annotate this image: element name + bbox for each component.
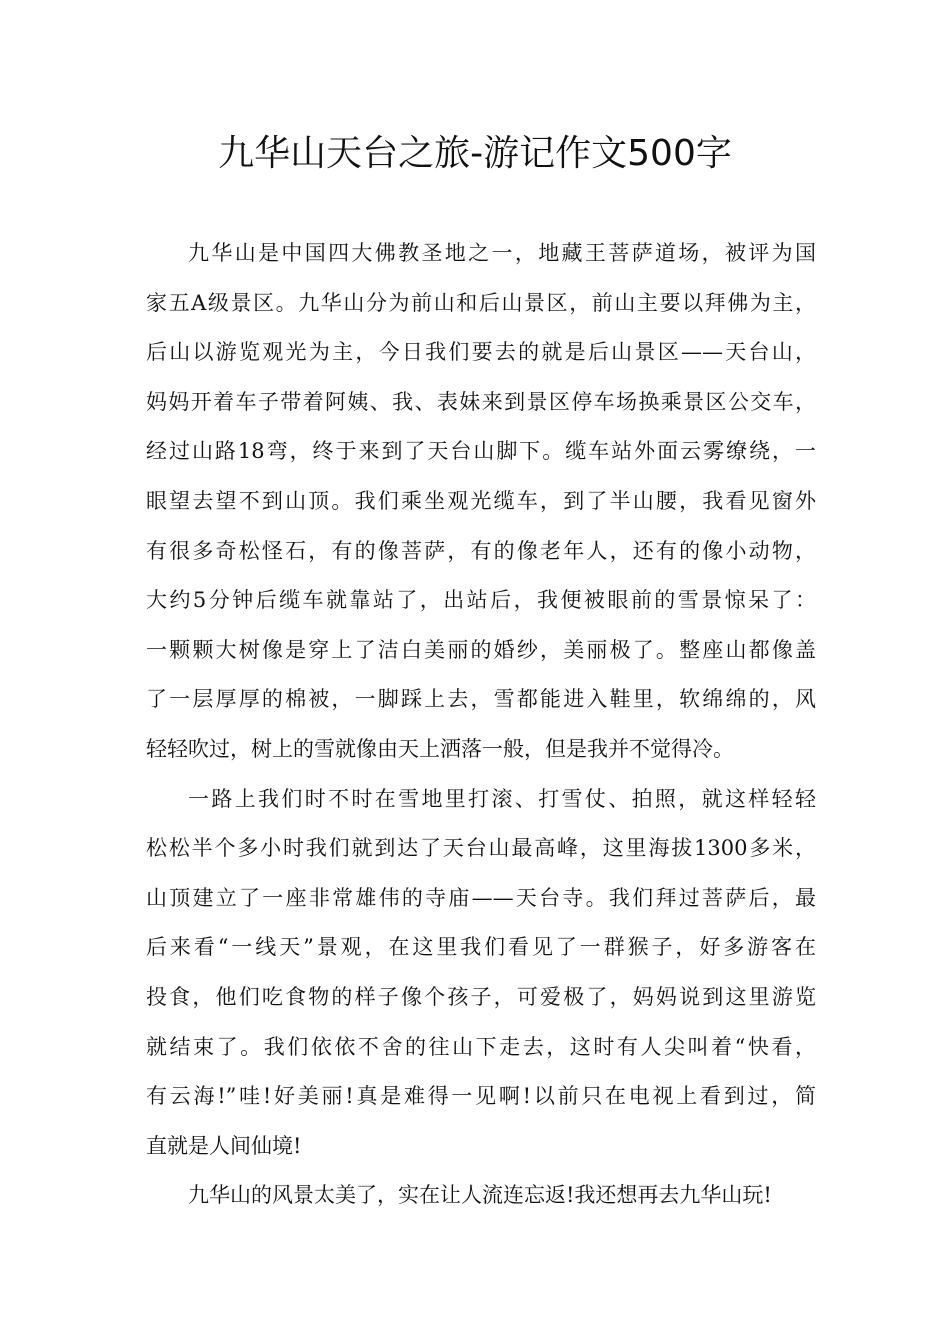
paragraph-3-line-1: 九华山的风景太美了，实在让人流连忘返!我还想再去九华山玩! [188, 1183, 772, 1208]
paragraph-2-line-4: 后来看“一线天”景观，在这里我们看见了一群猴子，好多游客在 [146, 935, 816, 960]
paragraph-1-line-1: 九华山是中国四大佛教圣地之一，地藏王菩萨道场，被评为国 [188, 241, 816, 265]
paragraph-2-line-6: 就结束了。我们依依不舍的往山下走去，这时有人尖叫着“快看， [146, 1034, 816, 1059]
paragraph-2-line-5: 投食，他们吃食物的样子像个孩子，可爱极了，妈妈说到这里游览 [146, 984, 816, 1009]
document-title: 九华山天台之旅-游记作文500字 [218, 133, 732, 174]
document-body [146, 229, 816, 1221]
paragraph-1-line-10: 了一层厚厚的棉被，一脚踩上去，雪都能进入鞋里，软绵绵的，风 [146, 687, 816, 712]
paragraph-2-line-2: 松松半个多小时我们就到达了天台山最高峰，这里海拔1300多米， [146, 836, 816, 861]
paragraph-1-line-3: 后山以游览观光为主，今日我们要去的就是后山景区——天台山， [146, 340, 816, 365]
paragraph-1-line-5: 经过山路18弯，终于来到了天台山脚下。缆车站外面云雾缭绕，一 [146, 439, 816, 464]
paragraph-1-line-7: 有很多奇松怪石，有的像菩萨，有的像老年人，还有的像小动物， [146, 538, 816, 563]
paragraph-2-line-1: 一路上我们时不时在雪地里打滚、打雪仗、拍照，就这样轻轻 [188, 786, 816, 811]
paragraph-1-line-2: 家五A级景区。九华山分为前山和后山景区，前山主要以拜佛为主， [146, 290, 816, 315]
paragraph-1-line-6: 眼望去望不到山顶。我们乘坐观光缆车，到了半山腰，我看见窗外 [146, 488, 816, 513]
paragraph-2-line-3: 山顶建立了一座非常雄伟的寺庙——天台寺。我们拜过菩萨后，最 [146, 885, 816, 910]
paragraph-1-line-8: 大约5分钟后缆车就靠站了，出站后，我便被眼前的雪景惊呆了： [146, 588, 816, 613]
paragraph-1-line-11: 轻轻吹过，树上的雪就像由天上洒落一般，但是我并不觉得冷。 [146, 736, 734, 761]
paragraph-2-line-7: 有云海!”哇!好美丽!真是难得一见啊!以前只在电视上看到过，简 [146, 1084, 816, 1109]
paragraph-2-line-8: 直就是人间仙境! [146, 1133, 302, 1158]
paragraph-1-line-9: 一颗颗大树像是穿上了洁白美丽的婚纱，美丽极了。整座山都像盖 [146, 637, 816, 662]
paragraph-1-line-4: 妈妈开着车子带着阿姨、我、表妹来到景区停车场换乘景区公交车， [146, 389, 816, 414]
